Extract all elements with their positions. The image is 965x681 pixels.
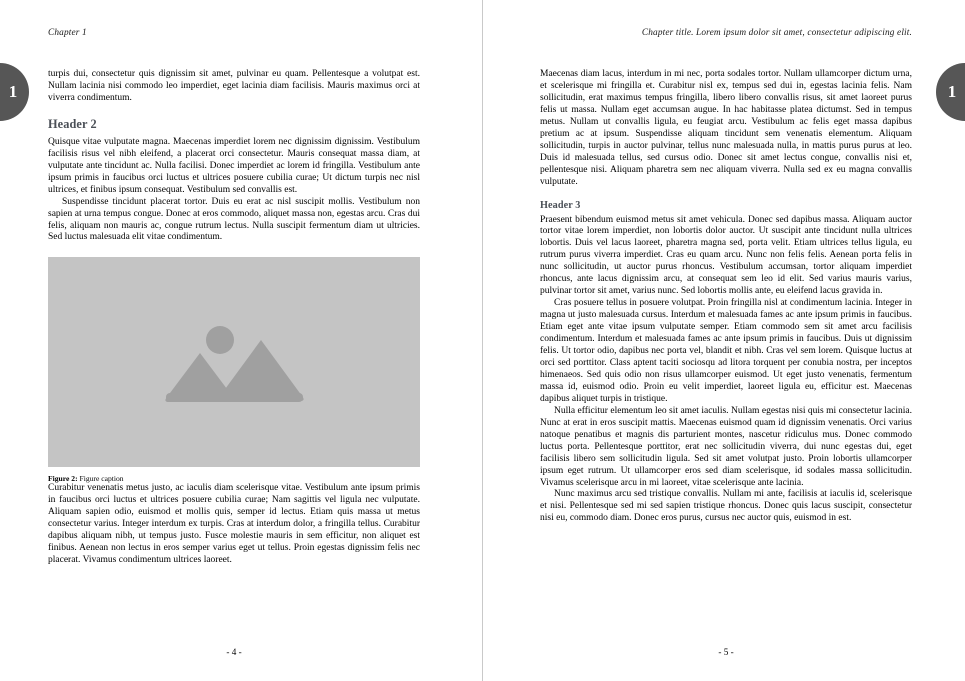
page-left-content	[48, 69, 420, 567]
chapter-tab-number: 1	[947, 82, 957, 101]
paragraph: Nulla efficitur elementum leo sit amet iaculis. Nullam egestas nisi quis mi consectetur lacinia. Nunc at erat in eros suscipit mattis. Maecenas euismod quam id dignissim venenatis. Orci varius natoque penatibus et magnis dis parturient montes, nascetur ridiculus mus. Donec commodo luctus porta. Pellentesque porttitor, erat nec sollicitudin viverra, dui nunc egestas dui, eget facilisis libero sem sollicitudin ligula. Sed sit amet volutpat justo. Proin lobortis ullamcorper ipsum eget rutrum. Ut ullamcorper eros sed diam scelerisque, id sodales massa sollicitudin. Vivamus scelerisque arcu in mi laoreet, vitae scelerisque ante lacinia.	[540, 405, 912, 488]
figure-caption-label: Figure 2:	[48, 474, 78, 484]
page-right	[483, 0, 965, 681]
paragraph: Curabitur venenatis metus justo, ac iaculis diam scelerisque vitae. Vestibulum ante ipsum primis in faucibus orci luctus et ultrices posuere cubilia curae; Nam sagittis vel ligula nec vulputate. Aliquam sapien odio, euismod et mollis quis, semper id lectus. Etiam quis massa ut metus consectetur varius. Integer interdum ex turpis. Cras at interdum dolor, a fringilla tellus. Curabitur dapibus aliquam nibh, ut tempus justo. Fusce molestie mauris in sem efficitur, non aliquet est finibus. Aenean non lectus in eros semper varius eget ut tellus. Proin egestas dignissim felis nec placerat. Vivamus condimentum ultrices laoreet.	[48, 483, 420, 566]
page-left-body	[48, 28, 420, 653]
chapter-tab-number: 1	[8, 82, 18, 101]
page-right-body	[540, 28, 912, 653]
paragraph: Nunc maximus arcu sed tristique convallis. Nullam mi ante, facilisis at iaculis id, scelerisque et nisi. Pellentesque sed mi sed sapien tristique rhoncus. Donec quis lacus suscipit, consectetur nisi eu, commodo diam. Donec eros purus, cursus nec auctor quis, euismod in est.	[540, 489, 912, 524]
figure-caption	[48, 474, 420, 483]
chapter-tab-left	[0, 63, 29, 121]
chapter-tab-right	[936, 63, 965, 121]
figure-caption-text: Figure caption	[77, 474, 124, 484]
image-placeholder-icon	[48, 257, 420, 467]
paragraph: Suspendisse tincidunt placerat tortor. Duis eu erat ac nisl suscipit mollis. Vestibulum non sapien at urna tempus congue. Donec at eros commodo, aliquet massa non, egestas arcu. Cras dui felis, aliquam non mauris ac, congue rutrum lectus. Nulla suscipit fermentum diam ut ultricies. Sed luctus malesuada elit vitae condimentum.	[48, 196, 420, 243]
paragraph: turpis dui, consectetur quis dignissim sit amet, pulvinar eu quam. Pellentesque a volutpat est. Nullam lacinia nisi commodo leo imperdiet, eget lacinia diam facilisis. Mauris maximus orci at viverra condimentum.	[48, 69, 420, 103]
page-right-content	[540, 69, 912, 525]
paragraph: Cras posuere tellus in posuere volutpat. Proin fringilla nisl at condimentum lacinia. Integer in magna ut justo malesuada cursus. Interdum et malesuada fames ac ante ipsum primis in faucibus. Etiam eget ante vitae ipsum vulputate semper. Etiam commodo sem sit amet arcu facilisis condimentum. Interdum et malesuada fames ac ante ipsum primis in faucibus. Duis ut dignissim felis. Ut tortor odio, dapibus nec porta vel, blandit et nibh. Cras vel sem lorem. Quisque luctus at orci sed porttitor. Class aptent taciti sociosqu ad litora torquent per conubia nostra, per inceptos himenaeos. Sed quis odio non risus ullamcorper euismod. Ut eget justo venenatis, fermentum massa id, euismod odio. Proin eu velit imperdiet, laoreet ligula eu, efficitur est. Maecenas dapibus aliquet turpis in tristique.	[540, 298, 912, 404]
running-head-left: Chapter 1	[48, 28, 87, 38]
figure	[48, 257, 420, 483]
paragraph: Maecenas diam lacus, interdum in mi nec, porta sodales tortor. Nullam ullamcorper dictum urna, et scelerisque mi fringilla et. Curabitur nisl ex, tempus sed dui in, egestas lacinia felis. Nam sollicitudin, erat maximus tempus fringilla, libero libero convallis risus, sit amet laoreet purus felis ut massa. Nullam eget accumsan augue. In hac habitasse platea dictumst. Sed in tempus metus. Nullam ut convallis ligula, eu feugiat arcu. Vestibulum ac felis eget massa dapibus pretium ac at ipsum. Suspendisse aliquam tincidunt sem venenatis elementum. Aliquam sollicitudin, turpis in auctor pulvinar, tellus nunc malesuada nulla, in mattis purus purus at leo. Duis id malesuada tellus, sed cursus odio. Donec sit amet lectus congue, convallis nisi et, pellentesque nisi. Aliquam pharetra sem nec aliquam viverra. Nulla sed ex eu magna convallis vulputate.	[540, 69, 912, 187]
running-head-right: Chapter title. Lorem ipsum dolor sit amet, consectetur adipiscing elit.	[641, 28, 912, 38]
page-left	[0, 0, 482, 681]
page-number-left: - 4 -	[226, 647, 242, 657]
page-number-right: - 5 -	[718, 647, 734, 657]
paragraph: Praesent bibendum euismod metus sit amet vehicula. Donec sed dapibus massa. Aliquam auctor tortor vitae lorem imperdiet, non lobortis dolor auctor. Ut suscipit ante tincidunt nulla ultrices lobortis. Duis vel lacus laoreet, pharetra magna sed, porta velit. Etiam ultrices tellus ligula, eu rutrum purus viverra imperdiet. Cras eu quam arcu. Nunc non felis felis. Aenean porta felis in nunc sollicitudin, ut auctor purus rhoncus. Vestibulum accumsan, tortor aliquam imperdiet rhoncus, ante lacus dignissim arcu, at consequat sem leo id elit. Sed varius mauris varius, pulvinar tortor sit amet, varius nunc. Sed lobortis mollis ante, eu eleifend lacus gravida in.	[540, 214, 912, 297]
paragraph: Quisque vitae vulputate magna. Maecenas imperdiet lorem nec dignissim dignissim. Vestibulum facilisis risus vel nibh eleifend, a placerat orci consectetur. Mauris consequat massa diam, at vulputate ante tincidunt ac. Nulla facilisi. Donec imperdiet ac lorem id fringilla. Vestibulum ante ipsum primis in faucibus orci luctus et ultrices posuere cubilia curae; Ut dictum turpis nec nisl ultrices, et finibus ipsum consequat. Vestibulum sed convallis est.	[48, 136, 420, 195]
section-heading-header-3: Header 3	[540, 199, 581, 211]
section-heading-header-2: Header 2	[48, 116, 97, 131]
